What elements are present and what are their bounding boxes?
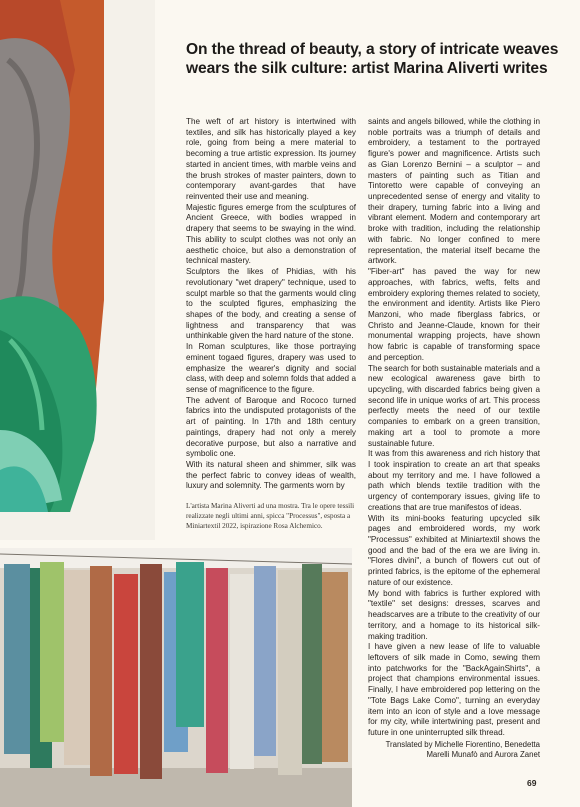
paragraph: The advent of Baroque and Rococo turned fabrics into the undisputed protagonists of the art of painting. In 17th and 18th century paintings, drapery had not only a merely decorative purpose, but also a narrative and symbolic one.: [186, 395, 356, 459]
paragraph: With its mini-books featuring upcycled silk pages and embroidered words, my work "Processus" exhibited at Miniartextil shows the good and the bad of the era we are living in. "Flores divini", a bunch of flowers cut out of printed fabrics, is the epitome of the ephemeral nature of our existence.: [368, 513, 540, 587]
exhibition-photo: [0, 548, 352, 807]
paragraph: saints and angels billowed, while the clothing in noble portraits was a triumph of details and embroidery, a testament to the portrayed figure's power and magnificence. Artists such as Gian Lorenzo Bernini – a sculptor – and masters of painting such as Titian and Tintoretto were capable of conveying an unprecedented sense of energy and vitality to their drapery, turning fabric into a living and vibrant element. Modern and contemporary art broke with tradition, including the relationship with fabric. No longer confined to mere representation, the material itself became the artwork.: [368, 117, 540, 266]
photo-caption: L'artista Marina Aliverti ad una mostra. Tra le opere tessili realizzate negli ultimi anni, spicca "Processus", esposta a Miniartextil 2022, ispirazione Rosa Alchemico.: [186, 502, 355, 531]
paragraph: Majestic figures emerge from the sculptures of Ancient Greece, with bodies wrapped in drapery that seems to be swaying in the wind. This ability to sculpt clothes was not only an aesthetic choice, but also a demonstration of technical mastery.: [186, 202, 356, 266]
paragraph: My bond with fabrics is further explored with "textile" set designs: dresses, scarves and headscarves are a tribute to the creativity of our territory, and a homage to its historical silk-making tradition.: [368, 588, 540, 641]
paragraph: Sculptors the likes of Phidias, with his revolutionary "wet drapery" technique, used to sculpt marble so that the garments would cling to the sculpted figures, emphasizing the shapes of the body, and creating a sense of lightness and transparency that was unthinkable given the hard nature of the stone.: [186, 267, 356, 341]
paragraph: The weft of art history is intertwined with textiles, and silk has historically played a key role, going from being a mere material to becoming a true artistic expression. Its journey started in ancient times, with marble veins and the brush strokes of master painters, down to contemporary avant-gardes that have reinvented their use and meaning.: [186, 117, 356, 202]
paragraph: The search for both sustainable materials and a new ecological awareness gave birth to upcycling, with discarded fabrics being given a second life in unique works of art. This process perfectly meets the need of our textile companies to embark on a green transition, making art a tool to promote a more sustainable future.: [368, 363, 540, 448]
paragraph: "Fiber-art" has paved the way for new approaches, with fabrics, wefts, felts and embroidery exploring themes related to society, the environment and identity. Artists like Piero Manzoni, who made fiberglass fabrics, or Christo and Jeanne-Claude, known for their monumental wrapping projects, have shown how fabric is capable of transforming space and perception.: [368, 267, 540, 362]
paragraph: In Roman sculptures, like those portraying eminent togaed figures, drapery was used to emphasize the wearer's dignity and social class, with deep and solemn folds that added a sense of magnificence to the figure.: [186, 342, 356, 394]
page-number: 69: [527, 778, 537, 788]
paragraph: With its natural sheen and shimmer, silk was the perfect fabric to convey ideas of wealth, luxury and solemnity. The garments worn by: [186, 460, 356, 491]
translator-credit: Translated by Michelle Fiorentino, Benedetta Marelli Munafò and Aurora Zanet: [385, 739, 540, 760]
article-title: On the thread of beauty, a story of intricate weaves wears the silk culture: artist Marina Aliverti writes: [186, 41, 559, 77]
paragraph: It was from this awareness and rich history that I took inspiration to create an art that speaks about my territory and me. I have followed a path which blends textile tradition with the urgency of contemporary issues, giving life to creations that are true manifestos of ideas.: [368, 449, 540, 512]
article-column-right: [368, 117, 540, 761]
paragraph: I have given a new lease of life to valuable leftovers of silk made in Como, sewing them into patchworks for the "BackAgainShirts", a project that champions environmental issues. Finally, I have embroidered pop lettering on the "Tote Bags Lake Como", turning an everyday item into an icon of style and a love message for my city, while intertwining past, present and future in one uninterrupted silk thread.: [368, 642, 540, 737]
article-column-left: [186, 117, 356, 492]
artist-portrait-photo: [0, 0, 155, 540]
